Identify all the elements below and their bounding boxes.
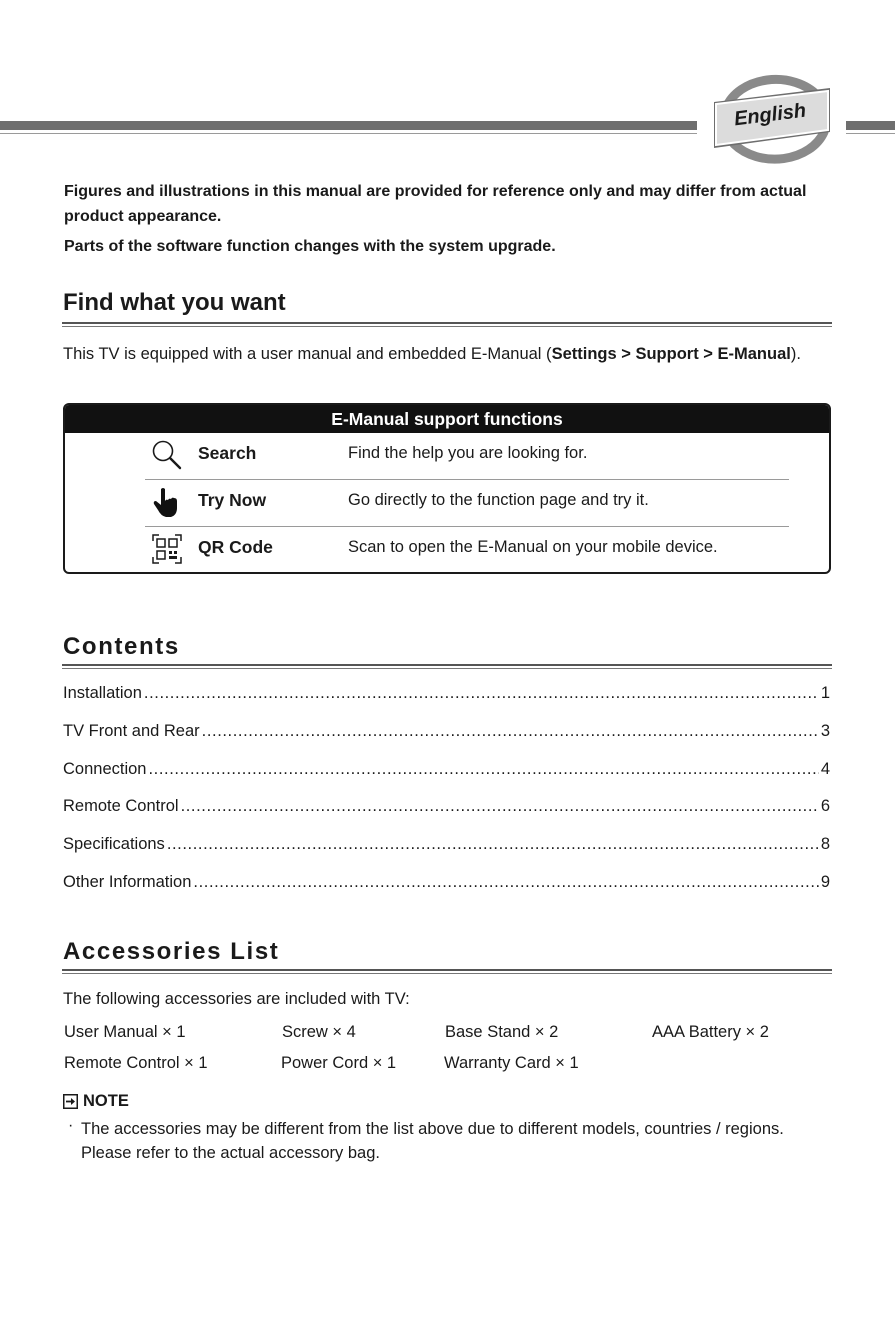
toc-item[interactable] xyxy=(63,873,830,895)
toc-item[interactable] xyxy=(63,722,830,744)
toc-leader xyxy=(181,797,819,816)
toc-item-label: Other Information xyxy=(63,873,192,891)
note-heading xyxy=(63,1092,129,1111)
note-icon xyxy=(63,1094,78,1109)
toc-item-label: Installation xyxy=(63,684,142,702)
accessory-item: AAA Battery × 2 xyxy=(652,1023,769,1041)
toc-item[interactable] xyxy=(63,684,830,706)
note-text: The accessories may be different from the list above due to different models, countries / regions. Please refer to the actual accessory bag. xyxy=(81,1120,784,1162)
toc-item-page: 4 xyxy=(820,760,830,778)
header-bar-line xyxy=(0,133,697,134)
hand-pointer-icon xyxy=(151,486,183,518)
find-text-after: ). xyxy=(790,345,801,363)
emanual-row-desc: Go directly to the function page and try it. xyxy=(348,491,649,509)
accessory-item: User Manual × 1 xyxy=(64,1023,186,1041)
toc-item-page: 9 xyxy=(820,873,830,891)
accessory-item: Remote Control × 1 xyxy=(64,1054,208,1072)
language-label: English xyxy=(732,99,808,131)
toc-item[interactable] xyxy=(63,797,830,819)
toc-item-page: 3 xyxy=(820,722,830,740)
toc-item-label: Remote Control xyxy=(63,797,179,815)
toc-leader xyxy=(202,722,819,741)
emanual-box-header: E-Manual support functions xyxy=(65,405,829,433)
toc-leader xyxy=(148,760,818,779)
intro-note-software: Parts of the software function changes with the system upgrade. xyxy=(64,238,556,255)
toc-item-page: 8 xyxy=(820,835,830,853)
contents-title: Contents xyxy=(63,633,180,660)
emanual-row-qr-code xyxy=(145,525,789,573)
search-icon xyxy=(151,439,183,471)
intro-note-figures: Figures and illustrations in this manual are provided for reference only and may differ from actual product appearance. xyxy=(64,183,807,225)
toc-item-page: 1 xyxy=(820,684,830,702)
contents-rule xyxy=(62,664,832,669)
accessory-item: Warranty Card × 1 xyxy=(444,1054,579,1072)
toc-item[interactable] xyxy=(63,835,830,857)
find-rule xyxy=(62,322,832,327)
toc-item-label: TV Front and Rear xyxy=(63,722,200,740)
note-label: NOTE xyxy=(83,1092,129,1110)
emanual-functions-box xyxy=(63,403,831,574)
header-bar-right-line xyxy=(846,133,895,134)
accessory-item: Base Stand × 2 xyxy=(445,1023,559,1041)
toc-item-label: Connection xyxy=(63,760,147,778)
accessories-intro: The following accessories are included with TV: xyxy=(63,990,410,1008)
note-bullet: · xyxy=(68,1117,74,1134)
header-bar-right xyxy=(846,121,895,130)
find-text-path: Settings > Support > E-Manual xyxy=(551,345,791,363)
accessory-item: Power Cord × 1 xyxy=(281,1054,397,1072)
emanual-row-desc: Scan to open the E-Manual on your mobile device. xyxy=(348,538,718,556)
qr-code-icon xyxy=(151,533,183,565)
emanual-row-name: Try Now xyxy=(198,490,267,510)
toc-item[interactable] xyxy=(63,760,830,782)
find-text-before: This TV is equipped with a user manual and embedded E-Manual ( xyxy=(63,345,552,363)
toc-leader xyxy=(193,873,818,892)
header-bar xyxy=(0,121,697,130)
accessories-title: Accessories List xyxy=(63,938,280,965)
accessory-item: Screw × 4 xyxy=(282,1023,356,1041)
find-title: Find what you want xyxy=(63,289,286,316)
toc-leader xyxy=(144,684,819,703)
accessories-rule xyxy=(62,969,832,974)
find-description xyxy=(63,342,823,367)
toc-leader xyxy=(167,835,819,854)
emanual-row-search xyxy=(145,431,789,480)
toc-item-page: 6 xyxy=(820,797,830,815)
toc-item-label: Specifications xyxy=(63,835,165,853)
emanual-row-name: Search xyxy=(198,443,257,463)
emanual-row-name: QR Code xyxy=(198,537,273,557)
emanual-row-desc: Find the help you are looking for. xyxy=(348,444,588,462)
emanual-row-try-now xyxy=(145,478,789,527)
